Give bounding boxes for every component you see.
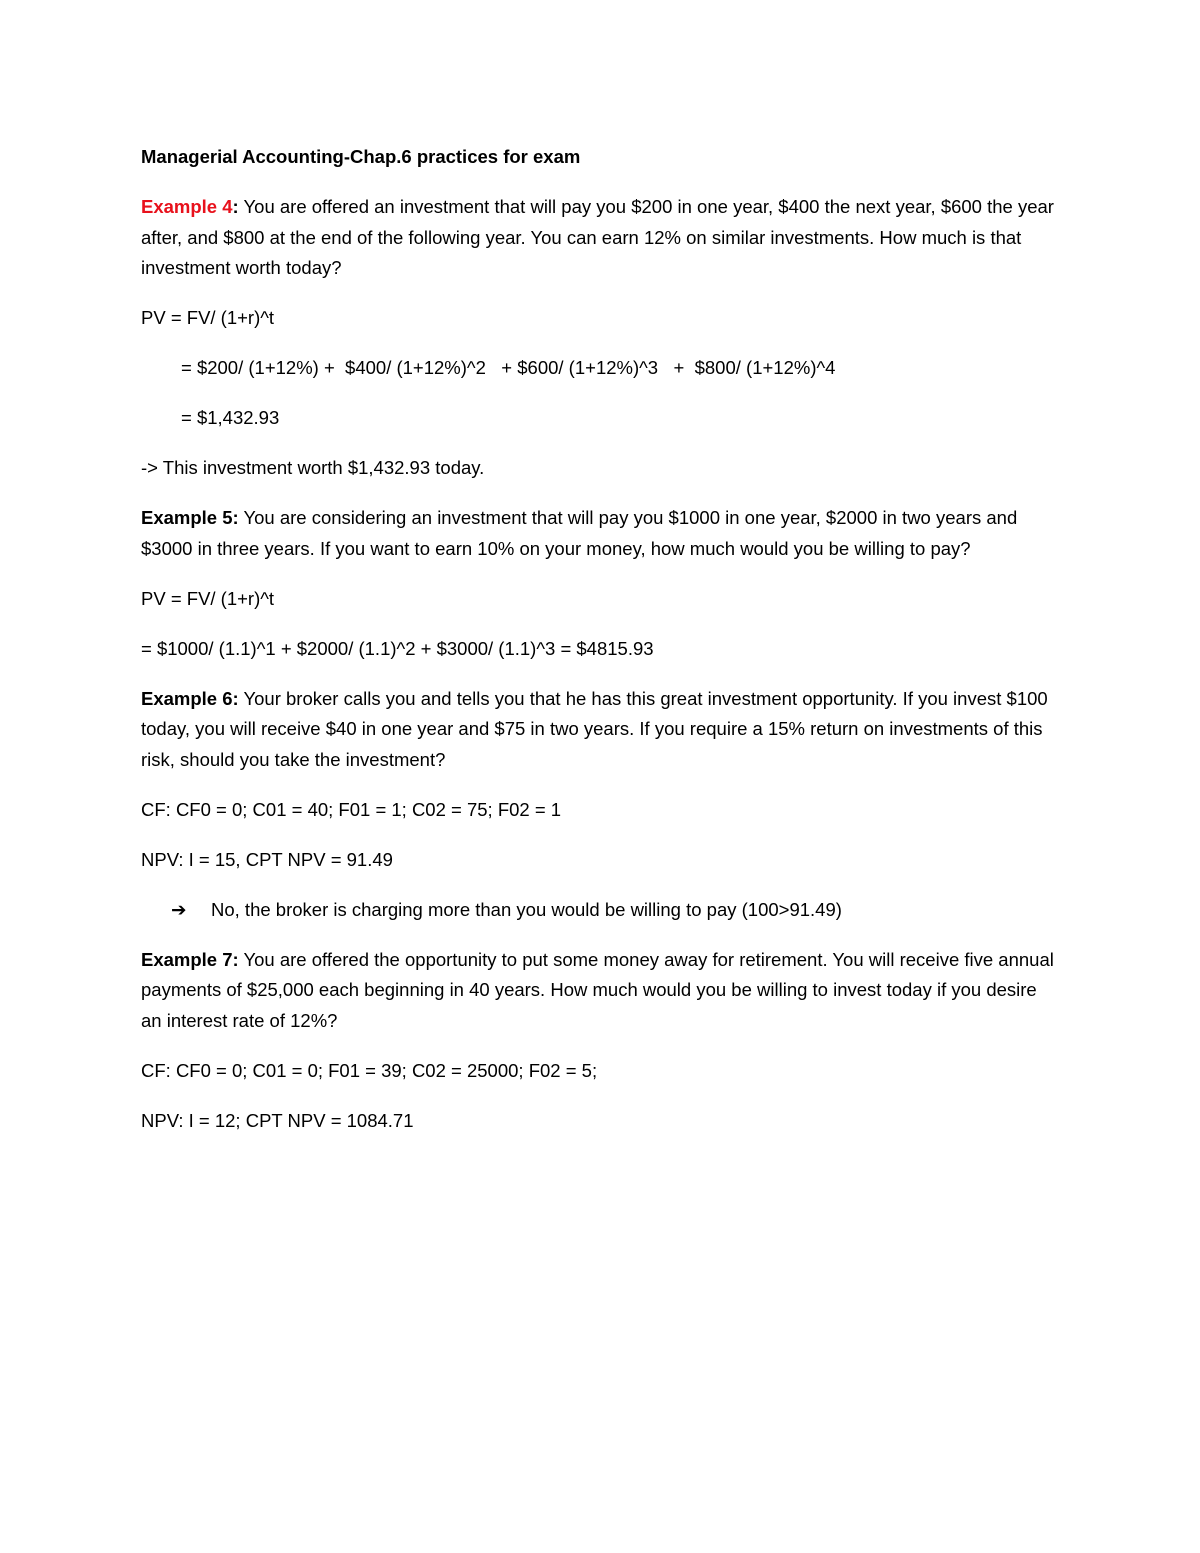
example-6-cash-flows: CF: CF0 = 0; C01 = 40; F01 = 1; C02 = 75; F02 = 1	[141, 798, 562, 820]
example-4-conclusion: -> This investment worth $1,432.93 today.	[141, 457, 485, 478]
example-6-answer	[141, 895, 1061, 926]
right-arrow-icon: ➔	[171, 898, 187, 920]
example-7-cash-flows: CF: CF0 = 0; C01 = 0; F01 = 39; C02 = 25000; F02 = 5;	[141, 1059, 598, 1081]
example-4-label-colon: :	[232, 196, 239, 217]
example-4-question	[141, 192, 1061, 284]
example-5-label: Example 5:	[141, 507, 239, 528]
example-7-label: Example 7:	[141, 948, 239, 970]
example-6-npv: NPV: I = 15, CPT NPV = 91.49	[141, 848, 393, 870]
example-4-step-2: = $1,432.93	[181, 407, 280, 428]
example-7-question	[141, 945, 1061, 1037]
example-4-formula: PV = FV/ (1+r)^t	[141, 307, 275, 328]
example-4-question-text: You are offered an investment that will pay you $200 in one year, $400 the next year, $600 the year after, and $800 at the end of the following year. You can earn 12% on similar investments. How much is that investment worth today?	[141, 196, 1054, 278]
example-7-question-text: You are offered the opportunity to put some money away for retirement. You will receive five annual payments of $25,000 each beginning in 40 years. How much would you be willing to invest today if you desire an interest rate of 12%?	[141, 948, 1054, 1031]
example-6-label: Example 6:	[141, 687, 239, 709]
document-title: Managerial Accounting-Chap.6 practices for exam	[141, 146, 581, 167]
example-4-step-1: = $200/ (1+12%) + $400/ (1+12%)^2 + $600/ (1+12%)^3 + $800/ (1+12%)^4	[181, 357, 836, 378]
example-5-calculation: = $1000/ (1.1)^1 + $2000/ (1.1)^2 + $3000/ (1.1)^3 = $4815.93	[141, 637, 654, 659]
example-5-question	[141, 503, 1061, 564]
document-body	[141, 142, 1061, 1156]
example-5-question-text: You are considering an investment that will pay you $1000 in one year, $2000 in two years and $3000 in three years. If you want to earn 10% on your money, how much would you be willing to pay?	[141, 507, 1018, 559]
example-6-answer-text: No, the broker is charging more than you would be willing to pay (100>91.49)	[211, 898, 842, 920]
example-4-label: Example 4	[141, 196, 233, 217]
example-7-npv: NPV: I = 12; CPT NPV = 1084.71	[141, 1109, 414, 1131]
example-5-formula: PV = FV/ (1+r)^t	[141, 587, 275, 609]
example-6-question-text: Your broker calls you and tells you that he has this great investment opportunity. If you invest $100 today, you will receive $40 in one year and $75 in two years. If you require a 15% return on investments of this risk, should you take the investment?	[141, 687, 1048, 770]
example-6-question	[141, 684, 1061, 776]
